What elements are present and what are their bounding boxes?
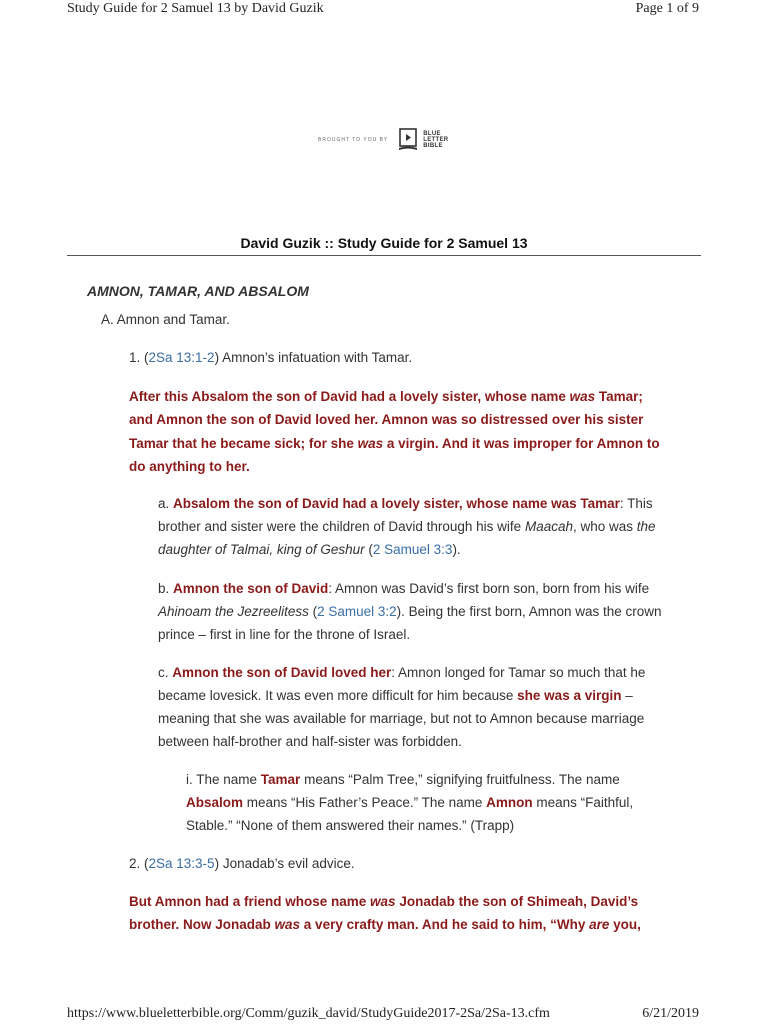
- outline-a-heading: A. Amnon and Tamar.: [101, 312, 230, 327]
- note-i: i. The name Tamar means “Palm Tree,” signifying fruitfulness. The name Absalom means “His Father’s Peace.” The name Amnon means “Faithful, Stable.” “None of them answered their names.” (Trapp): [186, 772, 634, 833]
- brought-to-you-by: BROUGHT TO YOU BY: [318, 137, 389, 143]
- blb-wordmark: BLUE LETTER BIBLE: [423, 131, 449, 149]
- point-2: 2. (2Sa 13:3-5) Jonadab’s evil advice.: [129, 856, 355, 871]
- point-1: 1. (2Sa 13:1-2) Amnon’s infatuation with Tamar.: [129, 350, 413, 365]
- page-title: David Guzik :: Study Guide for 2 Samuel 13: [240, 235, 528, 251]
- note-a: a. Absalom the son of David had a lovely sister, whose name was Tamar: This brother and sister were the children of David through his wife Maacah, who was the daughter of Talmai, king of Geshur (2 Samuel 3:3).: [158, 496, 656, 557]
- section-heading: AMNON, TAMAR, AND ABSALOM: [87, 283, 309, 299]
- blb-logo[interactable]: [318, 127, 448, 153]
- note-b: b. Amnon the son of David: Amnon was David’s first born son, born from his wife Ahinoam the Jezreelitess (2 Samuel 3:2). Being the first born, Amnon was the crown prince – first in line for the throne of Israel.: [158, 581, 662, 642]
- note-c: c. Amnon the son of David loved her: Amnon longed for Tamar so much that he became lovesick. It was even more difficult for him because she was a virgin – meaning that she was available for marriage, but not to Amnon because marriage between half-brother and half-sister was forbidden.: [158, 665, 646, 749]
- scripture-passage-1: After this Absalom the son of David had a lovely sister, whose name was Tamar; and Amnon the son of David loved her. Amnon was so distressed over his sister Tamar that he became sick; for she was a virgin. And it was improper for Amnon to do anything to her.: [129, 389, 660, 474]
- book-icon: [397, 127, 419, 153]
- footer-url: https://www.blueletterbible.org/Comm/guzik_david/StudyGuide2017-2Sa/2Sa-13.cfm: [67, 1006, 550, 1021]
- ref-link[interactable]: 2Sa 13:1-2: [148, 350, 215, 365]
- header-title: Study Guide for 2 Samuel 13 by David Guzik: [67, 1, 324, 16]
- title-divider: [67, 255, 701, 256]
- scripture-passage-2: But Amnon had a friend whose name was Jonadab the son of Shimeah, David’s brother. Now Jonadab was a very crafty man. And he said to him, “Why are you,: [129, 894, 641, 933]
- ref-link[interactable]: 2Sa 13:3-5: [148, 856, 215, 871]
- ref-link[interactable]: 2 Samuel 3:2: [317, 604, 397, 619]
- footer-date: 6/21/2019: [642, 1006, 699, 1021]
- ref-link[interactable]: 2 Samuel 3:3: [372, 542, 453, 557]
- page-number: Page 1 of 9: [635, 1, 699, 16]
